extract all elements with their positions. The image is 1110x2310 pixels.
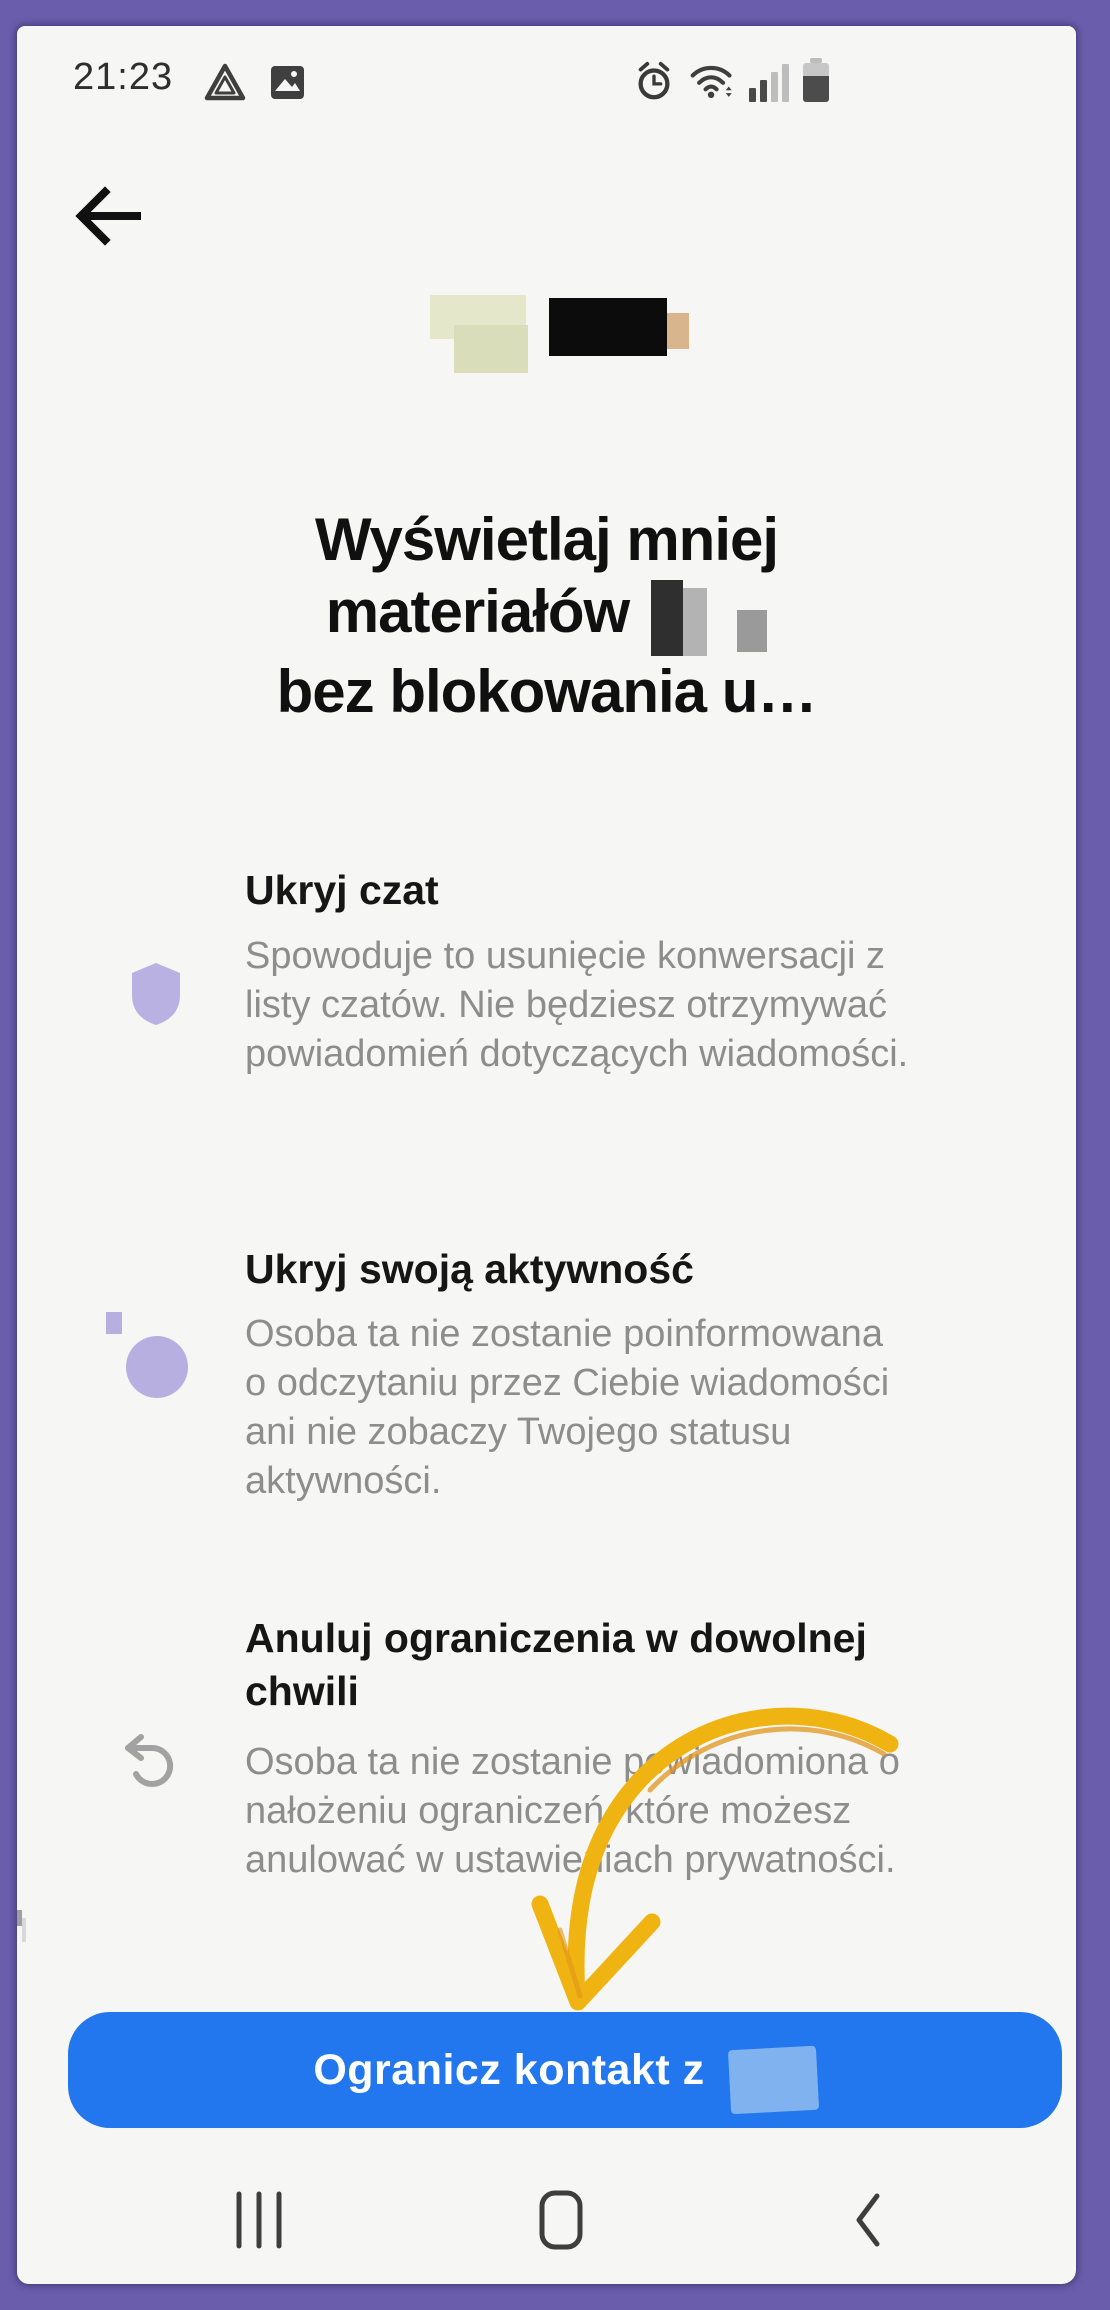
gallery-notification-icon [265,60,309,104]
edge-artifact [22,1918,26,1942]
redaction-block [549,298,667,356]
clock-text: 21:23 [73,56,174,98]
page-title [17,504,1076,728]
redaction-block [667,313,689,349]
title-line-2: materiałów [17,576,1076,656]
restrict-contact-label: Ogranicz kontakt z [313,2045,705,2094]
android-nav-bar [17,2160,1076,2284]
back-arrow-icon[interactable] [67,176,147,256]
redacted-name-inline [651,576,767,656]
redacted-profile-name [430,295,692,397]
restrict-contact-button[interactable] [68,2012,1062,2128]
screenshot-area [17,26,1076,2284]
drive-notification-icon [203,60,247,104]
section-body: Osoba ta nie zostanie powiadomiona o nałożeniu ograniczeń, które możesz anulować w ustawieniach prywatności. [245,1741,900,1881]
title-line-3: bez blokowania u… [276,658,817,725]
title-line-1: Wyświetlaj mniej [314,506,779,573]
undo-icon [115,1726,179,1795]
battery-icon [803,58,829,102]
wifi-icon [689,60,735,102]
alarm-icon [633,60,675,102]
section-heading: Ukryj swoją aktywność [245,1246,694,1292]
recents-button[interactable] [231,2188,287,2252]
section-heading: Ukryj czat [245,867,439,913]
section-body: Osoba ta nie zostanie poinformowana o odczytaniu przez Ciebie wiadomości ani nie zobaczy Twojego statusu aktywności. [245,1313,890,1502]
back-nav-button[interactable] [841,2188,897,2252]
status-bar [17,26,1076,136]
section-heading: Anuluj ograniczenia w dowolnej chwili [245,1615,867,1714]
home-button[interactable] [533,2188,589,2252]
status-icons-right [633,58,829,102]
section-body: Spowoduje to usunięcie konwersacji z listy czatów. Nie będziesz otrzymywać powiadomień dotyczących wiadomości. [245,935,909,1075]
redaction-block [454,325,528,373]
shield-icon [128,961,184,1032]
redaction-block [683,588,707,656]
redaction-block [737,610,767,652]
redaction-block [651,580,683,656]
signal-icon [749,60,789,102]
redaction-block [728,2046,819,2115]
